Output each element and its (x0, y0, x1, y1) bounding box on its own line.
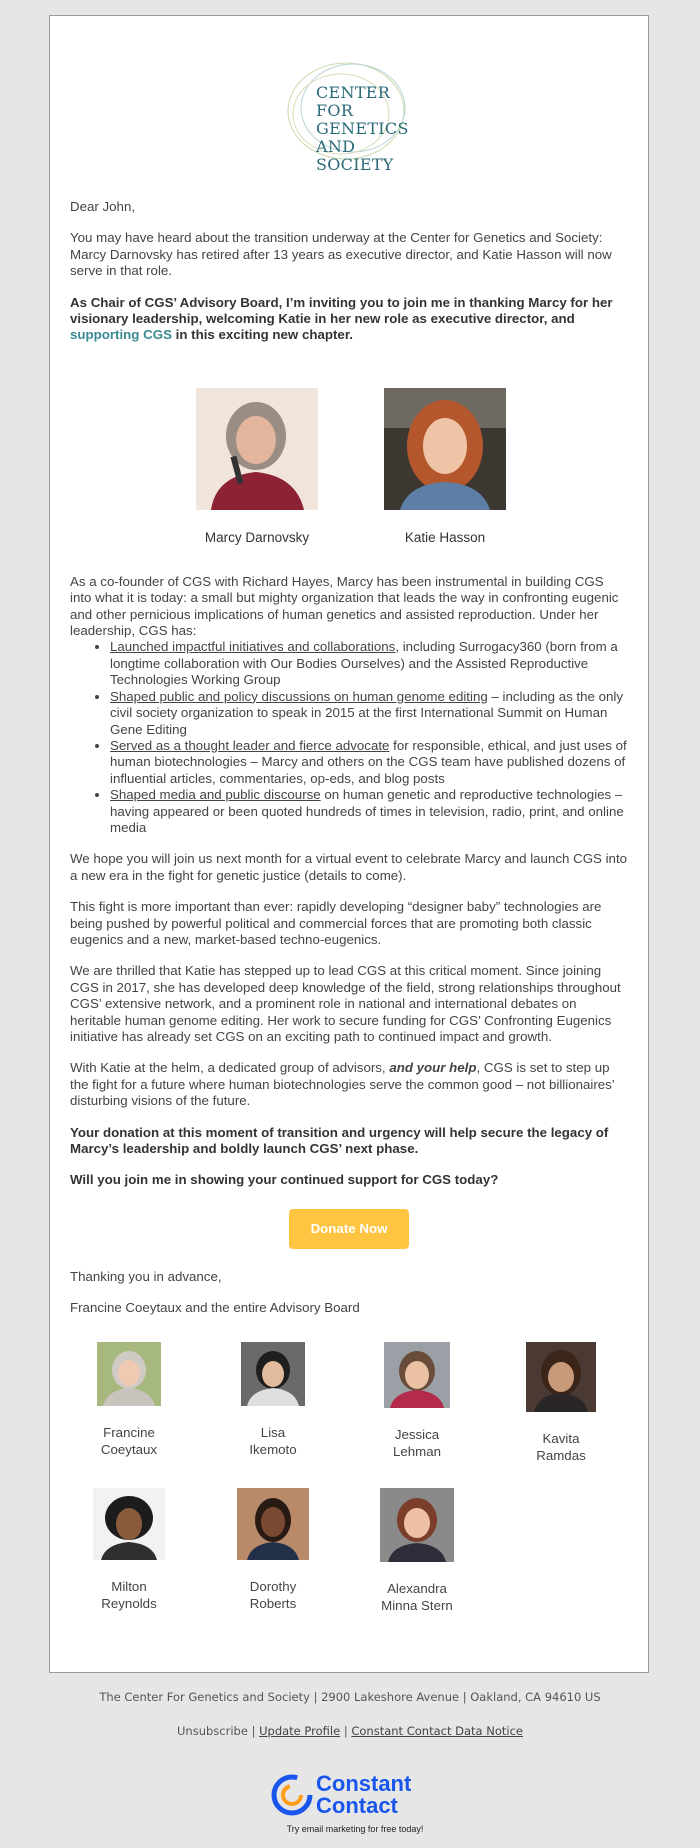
link-separator: | (340, 1724, 352, 1738)
katie-paragraph: We are thrilled that Katie has stepped up to lead CGS at this critical moment. Since joining CGS in 2017, she has developed deep knowledge of the field, strong relationships throughout CGS’ extensive network, and a prominent role in national and international debates on heritable human genome editing. Her work to secure funding for CGS’ Confronting Eugenics initiative has already set CGS on an exciting path to continued impact and growth. (70, 963, 621, 1044)
marcy-photo (196, 388, 318, 510)
member-first-name: Jessica (394, 1426, 440, 1442)
helm-text: With Katie at the helm, a dedicated group of advisors, (70, 1060, 390, 1076)
chair-ask-end: in this exciting new chapter. (171, 327, 353, 343)
achievement-link[interactable]: Served as a thought leader and fierce advocate (110, 737, 390, 753)
board-member (218, 1488, 328, 1612)
cofounder-paragraph: As a co-founder of CGS with Richard Hayes, Marcy has been instrumental in building CGS into what it is today: a small but mighty organization that leads the way in confronting eugenic and other pernicious implications of human genetics and assisted reproduction. Under her leadership, CGS has: (70, 573, 619, 639)
list-item (110, 738, 628, 787)
member-last-name: Roberts (249, 1595, 297, 1611)
board-photo-francine (97, 1342, 161, 1406)
cc-tagline[interactable]: Try email marketing for free today! (286, 1824, 424, 1834)
update-profile-link[interactable]: Update Profile (259, 1724, 341, 1738)
constant-contact-logo[interactable] (270, 1769, 440, 1839)
board-photo-milton (93, 1488, 165, 1560)
logo-line-2: GENETICS (316, 119, 409, 138)
achievement-text: on human genetic and reproductive technologies – having appeared or been quoted hundreds of times in television, radio, print, and online media (110, 787, 624, 835)
unsubscribe-link[interactable]: Unsubscribe (177, 1724, 248, 1738)
supporting-cgs-link[interactable]: supporting CGS (70, 327, 172, 343)
board-member (218, 1342, 328, 1458)
email-card (49, 15, 649, 1673)
support-question: Will you join me in showing your continued support for CGS today? (70, 1172, 499, 1188)
board-member (74, 1342, 184, 1458)
katie-caption: Katie Hasson (404, 529, 486, 545)
footer-address: The Center For Genetics and Society | 2900 Lakeshore Avenue | Oakland, CA 94610 US (99, 1690, 601, 1704)
list-item (110, 689, 628, 738)
signoff-line: Francine Coeytaux and the entire Advisory Board (70, 1300, 360, 1316)
member-first-name: Lisa (260, 1424, 286, 1440)
leader-photos (70, 388, 628, 554)
member-last-name: Lehman (392, 1443, 442, 1459)
board-member (74, 1488, 184, 1612)
cc-wordmark (316, 1773, 411, 1817)
board-photo-kavita (526, 1342, 596, 1412)
member-first-name: Alexandra (387, 1580, 447, 1596)
chair-ask (70, 295, 628, 344)
data-notice-link[interactable]: Constant Contact Data Notice (351, 1724, 523, 1738)
member-last-name: Reynolds (101, 1595, 157, 1611)
footer-links (0, 1724, 700, 1738)
member-last-name: Ramdas (536, 1447, 586, 1463)
leader-katie (365, 388, 525, 546)
donate-now-button[interactable]: Donate Now (289, 1209, 409, 1249)
cc-wordmark-line1: Constant (316, 1771, 412, 1796)
board-member (362, 1488, 472, 1614)
intro-paragraph: You may have heard about the transition underway at the Center for Genetics and Society: Marcy Darnovsky has retired after 13 years as executive director, and Katie Hasson will now serve in that role. (70, 230, 612, 279)
member-last-name: Coeytaux (100, 1441, 158, 1457)
helm-paragraph (70, 1060, 628, 1109)
thanks-line: Thanking you in advance, (70, 1268, 222, 1284)
advisory-board-grid (70, 1342, 628, 1622)
fight-paragraph: This fight is more important than ever: rapidly developing “designer baby” technologies are being pushed by powerful political and commercial forces that are promoting both classic eugenics and a new, market-based techno-eugenics. (70, 899, 602, 947)
logo-line-1: CENTER FOR (316, 83, 391, 120)
cgs-logo[interactable] (271, 56, 431, 174)
member-last-name: Ikemoto (249, 1441, 297, 1457)
katie-photo (384, 388, 506, 510)
board-photo-alexandra (380, 1488, 454, 1562)
board-photo-jessica (384, 1342, 450, 1408)
board-photo-dorothy (237, 1488, 309, 1560)
member-first-name: Kavita (542, 1430, 580, 1446)
event-paragraph: We hope you will join us next month for a virtual event to celebrate Marcy and launch CGS into a new era in the fight for genetic justice (details to come). (70, 851, 628, 883)
achievement-link[interactable]: Shaped public and policy discussions on human genome editing (110, 688, 488, 704)
logo-line-3: AND SOCIETY (316, 137, 394, 174)
achievements-list (70, 639, 628, 836)
cc-wordmark-line2: Contact (316, 1793, 398, 1818)
achievement-link[interactable]: Launched impactful initiatives and collaborations (110, 639, 396, 655)
email-footer (0, 1690, 700, 1758)
helm-emphasis: and your help (389, 1060, 477, 1076)
member-first-name: Francine (103, 1424, 155, 1440)
board-photo-lisa (241, 1342, 305, 1406)
donate-row (70, 1209, 628, 1249)
achievement-text: for responsible, ethical, and just uses of human biotechnologies – Marcy and others on the CGS team have published dozens of influential articles, commentaries, op-eds, and blog posts (110, 737, 627, 786)
email-body (70, 199, 628, 1622)
board-member (362, 1342, 472, 1460)
chair-ask-text: As Chair of CGS’ Advisory Board, I’m inviting you to join me in thanking Marcy for her visionary leadership, welcoming Katie in her new role as executive director, and (70, 294, 613, 327)
achievement-text: , including Surrogacy360 (born from a longtime collaboration with Our Bodies Ourselves) and the Assisted Reproductive Technologies Working Group (110, 639, 618, 688)
logo-wordmark (316, 84, 431, 174)
member-first-name: Dorothy (249, 1578, 297, 1594)
list-item (110, 639, 628, 688)
marcy-caption: Marcy Darnovsky (204, 529, 310, 545)
leader-marcy (177, 388, 337, 546)
member-first-name: Milton (111, 1578, 147, 1594)
board-member (506, 1342, 616, 1464)
achievement-link[interactable]: Shaped media and public discourse (110, 787, 321, 803)
achievement-text: – including as the only civil society organization to speak in 2015 at the first International Summit on Human Gene Editing (110, 688, 624, 737)
greeting: Dear John, (70, 199, 136, 214)
helm-text-end: , CGS is set to step up the fight for a future where human biotechnologies serve the common good – not billionaires’ disturbing visions of the future. (70, 1060, 615, 1109)
donation-appeal: Your donation at this moment of transition and urgency will help secure the legacy of Marcy’s leadership and boldly launch CGS’ next phase. (70, 1124, 609, 1157)
member-last-name: Minna Stern (381, 1597, 453, 1613)
list-item (110, 787, 628, 836)
link-separator: | (247, 1724, 260, 1738)
